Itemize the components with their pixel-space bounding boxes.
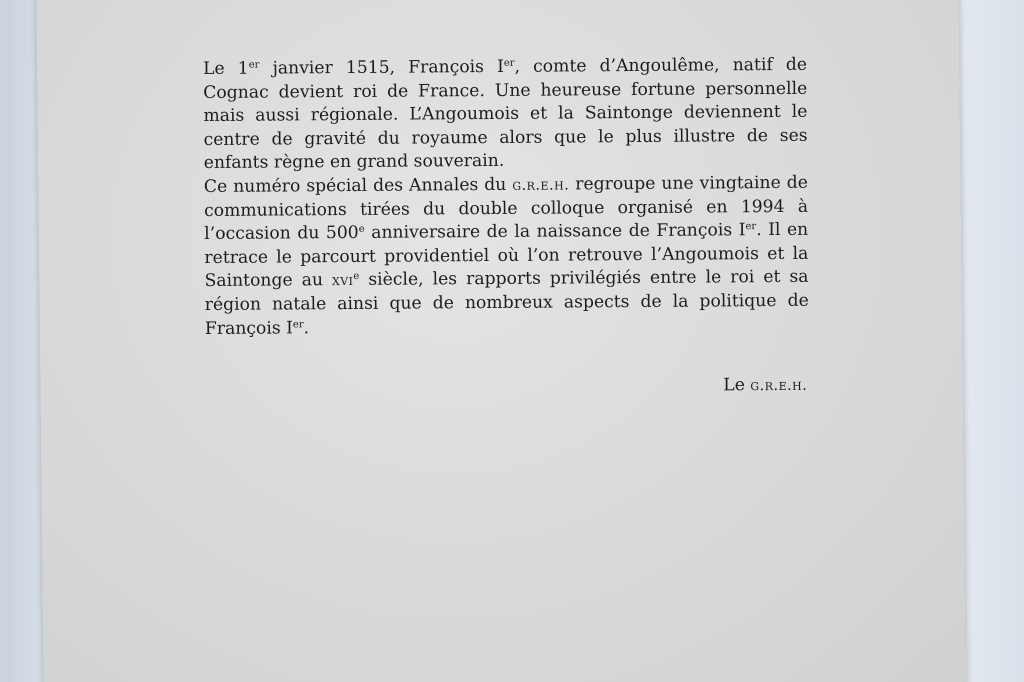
paragraph-1 — [203, 54, 808, 176]
superscript: er — [292, 318, 304, 330]
paragraph-2-text-a: Ce numéro spécial des Annales du — [203, 174, 513, 197]
paragraph-2 — [204, 172, 809, 341]
signature-prefix: Le — [723, 375, 751, 396]
paragraph-1-text-c: , comte d’Angoulême, natif de Cognac devient roi de France. Une heureuse fortune personnelle mais aussi régionale. L’Angoumois et la Saintonge deviennent le centre de gravité du royaume alors que le plus illustre de ses enfants règne en grand souverain. — [203, 54, 808, 174]
superscript: e — [353, 271, 360, 283]
paragraph-2-text-b: regroupe une vingtaine de communications tirées du double colloque organisé en 1994 à l’occasion du 500 — [203, 172, 809, 245]
small-caps-greh: g.r.e.h. — [512, 175, 570, 194]
paragraph-2-text-e: siècle, les rapports privilégiés entre le roi et sa région natale ainsi que de nombreux aspects de la politique de François I — [204, 267, 809, 339]
superscript: e — [358, 224, 365, 236]
superscript: er — [503, 57, 515, 69]
superscript: er — [745, 221, 757, 233]
paragraph-2-text-d: . Il en retrace le parcourt providentiel où l’on retrouve l’Angoumois et la Saintonge au — [204, 219, 809, 292]
paragraph-1-text-b: janvier 1515, François I — [259, 56, 504, 79]
signature — [205, 374, 809, 402]
paragraph-2-text-f: . — [303, 317, 310, 338]
paragraph-2-text-c: anniversaire de la naissance de François I — [364, 220, 746, 244]
document-text — [203, 54, 809, 402]
small-caps-century: xvi — [331, 271, 354, 290]
superscript: er — [248, 59, 260, 71]
signature-name: g.r.e.h. — [750, 375, 808, 395]
paragraph-1-text-a: Le 1 — [203, 58, 249, 79]
